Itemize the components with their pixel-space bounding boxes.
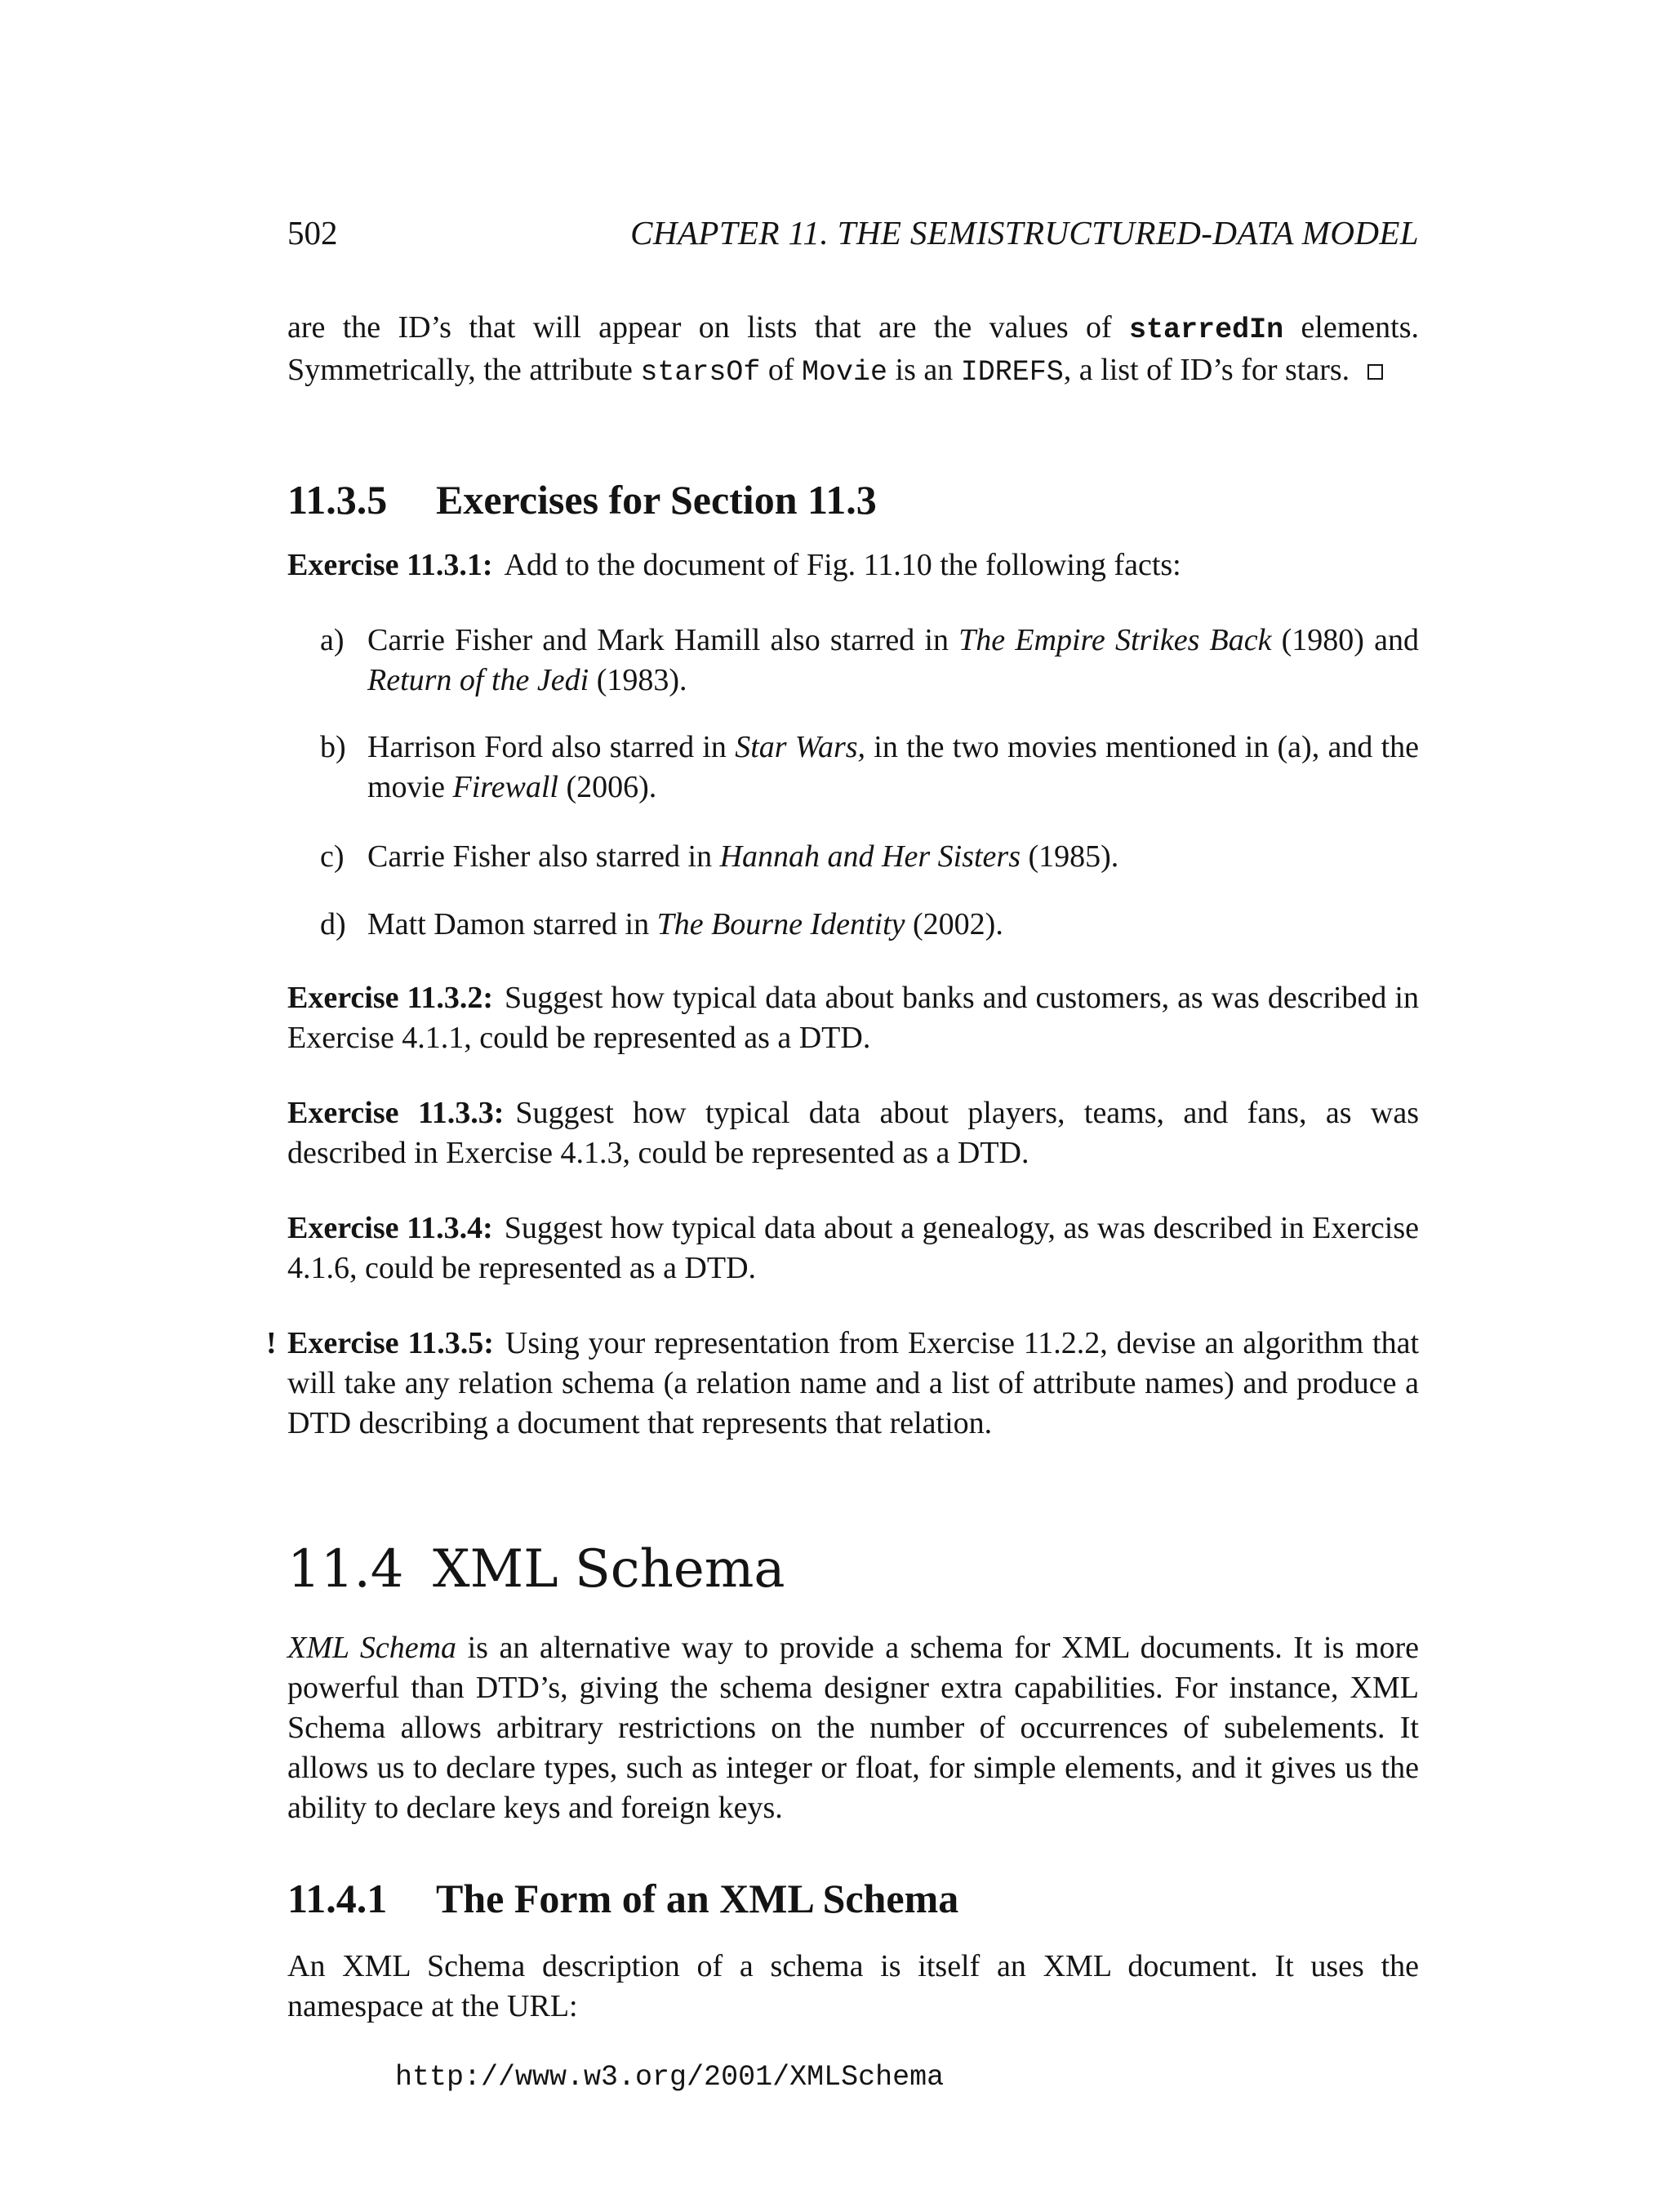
subsection-heading-11-3-5 xyxy=(287,475,1419,524)
exercise-11-3-4 xyxy=(287,1208,1419,1288)
list-marker: c) xyxy=(320,839,345,874)
list-text: (2006). xyxy=(566,770,657,804)
exercise-text: Suggest how typical data about a genealogy, as was described in Exercise 4.1.6, could be represented as a DTD. xyxy=(287,1211,1419,1285)
movie-title: Firewall xyxy=(452,770,558,804)
list-text: Carrie Fisher also starred in xyxy=(367,839,713,874)
exercise-text: Suggest how typical data about banks and customers, as was described in Exercise 4.1.1, could be represented as a DTD. xyxy=(287,981,1419,1055)
list-text: Harrison Ford also starred in xyxy=(367,730,727,764)
page-number: 502 xyxy=(287,214,338,251)
exercise-label: Exercise 11.3.5: xyxy=(287,1326,494,1360)
list-text: in the two movies mentioned in (a), and the movie xyxy=(367,730,1420,804)
intro-text: are the ID’s that will appear on lists that are the values of xyxy=(287,310,1112,345)
exercise-label: Exercise 11.3.2: xyxy=(287,981,494,1015)
list-text: Matt Damon starred in xyxy=(367,907,650,941)
code-starsof: starsOf xyxy=(640,356,761,389)
subsection-number: 11.3.5 xyxy=(287,477,388,523)
subsection-number: 11.4.1 xyxy=(287,1876,388,1921)
list-text: (1980) and xyxy=(1281,623,1419,657)
movie-title: The Empire Strikes Back xyxy=(958,623,1272,657)
list-marker: a) xyxy=(320,623,345,657)
list-item-a xyxy=(320,621,1419,702)
movie-title: Return of the Jedi xyxy=(367,663,589,697)
intro-text: is an xyxy=(895,353,954,387)
movie-title: Hannah and Her Sisters xyxy=(719,839,1021,874)
intro-text: of xyxy=(767,353,794,387)
exercise-text: Using your representation from Exercise 11.2.2, devise an algorithm that will take any relation schema (a relation name and a list of attribute names) and produce a DTD describing a document that represents that relation. xyxy=(287,1326,1420,1440)
code-movie: Movie xyxy=(802,356,888,389)
section-11-4-paragraph xyxy=(287,1628,1419,1828)
exercise-text: Suggest how typical data about players, teams, and fans, as was described in Exercise 4.1.3, could be represented as a DTD. xyxy=(287,1096,1420,1170)
intro-paragraph xyxy=(287,308,1419,393)
section-heading-11-4 xyxy=(287,1538,1419,1600)
code-idrefs: IDREFS xyxy=(960,356,1064,389)
namespace-url: http://www.w3.org/2001/XMLSchema xyxy=(395,2061,945,2094)
list-item-c xyxy=(320,837,1419,878)
difficulty-mark: ! xyxy=(266,1326,277,1360)
list-text: (1983). xyxy=(596,663,687,697)
section-title: XML Schema xyxy=(433,1539,785,1600)
exercise-label: Exercise 11.3.4: xyxy=(287,1211,493,1245)
paragraph-text: An XML Schema description of a schema is itself an XML document. It uses the namespace at the URL: xyxy=(287,1949,1419,2023)
subsection-title: Exercises for Section 11.3 xyxy=(436,477,877,523)
defined-term: XML Schema xyxy=(287,1631,457,1665)
list-item-text xyxy=(367,621,1419,701)
exercise-label: Exercise 11.3.3: xyxy=(287,1096,505,1130)
movie-title: The Bourne Identity xyxy=(656,907,905,941)
chapter-title: CHAPTER 11. THE SEMISTRUCTURED-DATA MODEL xyxy=(630,214,1419,251)
list-item-text xyxy=(367,728,1419,808)
list-item-text xyxy=(367,837,1419,877)
list-item-text xyxy=(367,905,1419,945)
code-starredin: starredIn xyxy=(1129,314,1284,346)
list-item-b xyxy=(320,728,1419,809)
paragraph-text: is an alternative way to provide a schema for XML documents. It is more powerful than DTD’s, giving the schema designer extra capabilities. For instance, XML Schema allows arbitrary restrictions on the number of occurrences of subelements. It allows us to declare types, such as integer or float, for simple elements, and it gives us the ability to declare keys and foreign keys. xyxy=(287,1631,1419,1825)
list-text: (1985). xyxy=(1028,839,1119,874)
intro-text: , a list of ID’s for stars. xyxy=(1063,353,1350,387)
section-11-4-1-paragraph xyxy=(287,1947,1419,2027)
running-head xyxy=(287,208,1419,257)
list-item-d xyxy=(320,905,1419,946)
exercise-label: Exercise 11.3.1: xyxy=(287,548,493,582)
end-of-example-box-icon xyxy=(1367,364,1383,380)
intro-text: elements. Symmetrically, the attribute xyxy=(287,310,1419,387)
list-text: (2002). xyxy=(913,907,1003,941)
list-text: Carrie Fisher and Mark Hamill also starred in xyxy=(367,623,949,657)
movie-title: Star Wars, xyxy=(735,730,866,764)
section-number: 11.4 xyxy=(287,1539,404,1600)
exercise-11-3-5 xyxy=(287,1324,1419,1444)
subsection-heading-11-4-1 xyxy=(287,1874,1419,1923)
exercise-11-3-2 xyxy=(287,978,1419,1058)
exercise-11-3-1 xyxy=(287,545,1419,585)
exercise-text: Add to the document of Fig. 11.10 the following facts: xyxy=(504,548,1181,582)
exercise-11-3-3 xyxy=(287,1093,1419,1173)
list-marker: b) xyxy=(320,730,346,764)
subsection-title: The Form of an XML Schema xyxy=(436,1876,959,1921)
list-marker: d) xyxy=(320,907,346,941)
